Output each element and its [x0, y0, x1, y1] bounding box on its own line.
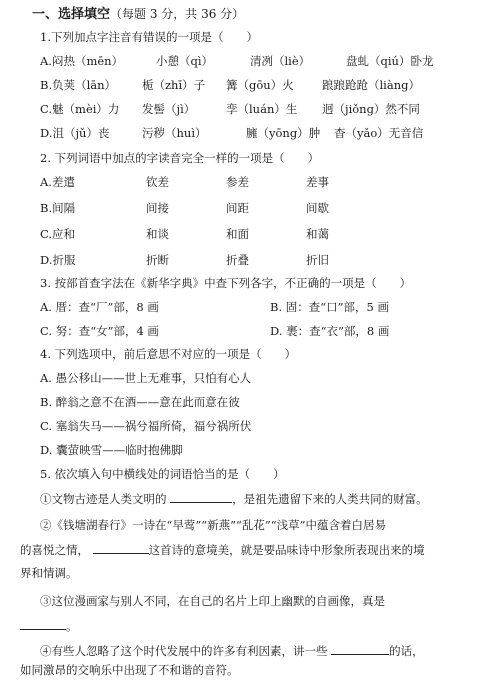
q2-c-4: 和蔼 — [306, 227, 329, 241]
q1-b-3: 篝（gōu）火 — [226, 78, 294, 92]
q1-b-1: B.负荚（lān） — [40, 78, 117, 92]
q2-a-1: A.差遣 — [40, 175, 75, 189]
q1-b-4: 踉踉跄跄（liàng） — [322, 78, 420, 92]
q1-c-3: 孪（luán）生 — [226, 102, 298, 116]
q5-stem: 5. 依次填入句中横线处的词语恰当的是（ ） — [40, 467, 285, 481]
q4-option-d: D. 囊萤映雪——临时抱佛脚 — [40, 443, 183, 457]
q2-b-2: 间接 — [146, 201, 169, 215]
q2-d-3: 折叠 — [226, 253, 249, 267]
fill-blank-1[interactable] — [170, 490, 232, 503]
q1-c-4: 迥（jiǒng）然不同 — [322, 102, 420, 116]
q5-s4-text-b: 的话， — [389, 644, 424, 658]
q2-a-3: 参差 — [226, 175, 249, 189]
q2-d-4: 折旧 — [306, 253, 329, 267]
section-title: 一、选择填空 — [32, 7, 111, 22]
q3-c: C. 努：查“女”部，4 画 — [40, 324, 159, 338]
q1-d-3: 臃（yōng）肿 — [246, 126, 321, 140]
q5-s2-text-b: 的喜悦之情， — [20, 543, 89, 557]
q1-d-4: 杳（yǎo）无音信 — [334, 126, 424, 140]
q5-sentence-3-line-1: ③这位漫画家与别人不同，在自己的名片上印上幽默的自画像，真是 — [40, 594, 385, 608]
q5-sentence-4-line-2: 如同激昂的交响乐中出现了不和谐的音符。 — [20, 663, 239, 677]
q5-sentence-1 — [40, 490, 428, 507]
q5-s4-text-a: ④有些人忽略了这个时代发展中的许多有利因素，讲一些 — [40, 644, 328, 658]
q1-stem: 1.下列加点字注音有错误的一项是（ ） — [40, 30, 258, 44]
q1-a-3: 清冽（liè） — [250, 54, 311, 68]
q2-a-4: 差事 — [306, 175, 329, 189]
q3-b: B. 固：查“口”部，5 画 — [270, 300, 389, 314]
section-heading — [32, 6, 244, 23]
q2-a-2: 钦差 — [146, 175, 169, 189]
q1-c-2: 发髻（jì） — [142, 102, 196, 116]
fill-blank-3[interactable] — [20, 617, 66, 630]
q5-sentence-3-line-2 — [20, 617, 78, 634]
q1-b-2: 栀（zhī）子 — [142, 78, 206, 92]
q1-a-1: A.闷热（mēn） — [40, 54, 124, 68]
fill-blank-4[interactable] — [331, 642, 389, 655]
q3-a: A. 厝：查“厂”部，8 画 — [40, 300, 159, 314]
q2-c-1: C.应和 — [40, 227, 76, 241]
q2-b-4: 间歇 — [306, 201, 329, 215]
q5-sentence-2-line-2 — [20, 541, 425, 558]
q5-s2-text-c: 这首诗的意境美，就是要品味诗中形象所表现出来的境 — [148, 543, 425, 557]
fill-blank-2[interactable] — [93, 541, 149, 554]
section-score-note: （每题 3 分，共 36 分） — [110, 7, 245, 21]
q1-c-1: C.魅（mèi）力 — [40, 102, 120, 116]
q1-a-2: 小憩（qì） — [156, 54, 214, 68]
q5-s1-text-a: ①文物古迹是人类文明的 — [40, 492, 167, 506]
q5-s3-text-b: 。 — [66, 619, 78, 633]
q5-sentence-2-line-3: 界和情调。 — [20, 566, 78, 580]
q2-c-3: 和面 — [226, 227, 249, 241]
q2-d-1: D.折服 — [40, 253, 76, 267]
q5-s1-text-b: ，是祖先遗留下来的人类共同的财富。 — [232, 492, 428, 506]
q4-stem: 4. 下列选项中，前后意思不对应的一项是（ ） — [40, 347, 297, 361]
q1-d-1: D.沮（jǔ）丧 — [40, 126, 110, 140]
q4-option-a: A. 愚公移山——世上无难事，只怕有心人 — [40, 371, 252, 385]
q2-c-2: 和谈 — [146, 227, 169, 241]
q1-d-2: 污秽（huì） — [142, 126, 207, 140]
q2-b-3: 间距 — [226, 201, 249, 215]
q4-option-c: C. 塞翁失马——祸兮福所倚，福兮祸所伏 — [40, 419, 252, 433]
q2-d-2: 折断 — [146, 253, 169, 267]
q3-d: D. 裹：查“衣”部，8 画 — [270, 324, 390, 338]
q3-stem: 3. 按部首查字法在《新华字典》中查下列各字，不正确的一项是（ ） — [40, 276, 412, 290]
q2-stem: 2. 下列词语中加点的字读音完全一样的一项是（ ） — [40, 151, 320, 165]
q5-sentence-2-line-1: ②《钱塘湖春行》一诗在“早莺”“新燕”“乱花”“浅草”中蕴含着白居易 — [40, 518, 387, 532]
q4-option-b: B. 醉翁之意不在酒——意在此而意在彼 — [40, 395, 240, 409]
q2-b-1: B.间隔 — [40, 201, 76, 215]
q1-a-4: 盘虬（qiú）卧龙 — [346, 54, 434, 68]
q5-sentence-4-line-1 — [40, 642, 424, 659]
